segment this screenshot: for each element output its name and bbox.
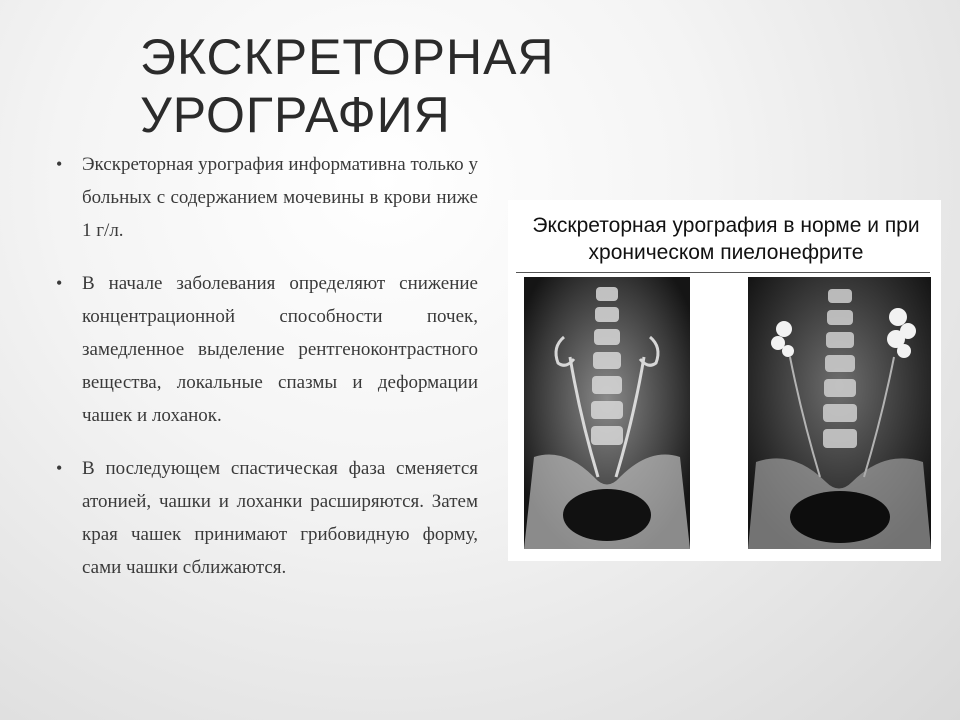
bullet-item-3 — [56, 452, 478, 584]
bullet-text: В последующем спастическая фаза сменяется атонией, чашки и лоханки расширяются. Затем края чашек принимают грибовидную форму, сами чашки сближаются. — [82, 458, 478, 578]
bullet-text: Экскреторная урография информативна только у больных с содержанием мочевины в крови ниже 1 г/л. — [82, 154, 478, 241]
bullet-item-2 — [56, 267, 478, 432]
figure-caption — [516, 212, 936, 266]
figure-divider — [516, 272, 930, 273]
bullet-text: В начале заболевания определяют снижение концентрационной способности почек, замедленное выделение рентгеноконтрастного вещества, локальные спазмы и деформации чашек и лоханок. — [82, 273, 478, 426]
bullet-marker: • — [56, 154, 63, 174]
figure-panel — [508, 200, 941, 561]
figure-caption-line-2: хроническом пиелонефрите — [588, 241, 864, 264]
figure-caption-line-1: Экскреторная урография в норме и при — [532, 214, 920, 237]
bullet-marker: • — [56, 273, 63, 293]
slide-title: ЭКСКРЕТОРНАЯ УРОГРАФИЯ — [140, 29, 555, 143]
xray-image-normal — [524, 277, 690, 549]
bullet-list — [56, 148, 478, 604]
bullet-marker: • — [56, 458, 63, 478]
xray-image-pyelonephritis — [748, 277, 931, 549]
bullet-item-1 — [56, 148, 478, 247]
